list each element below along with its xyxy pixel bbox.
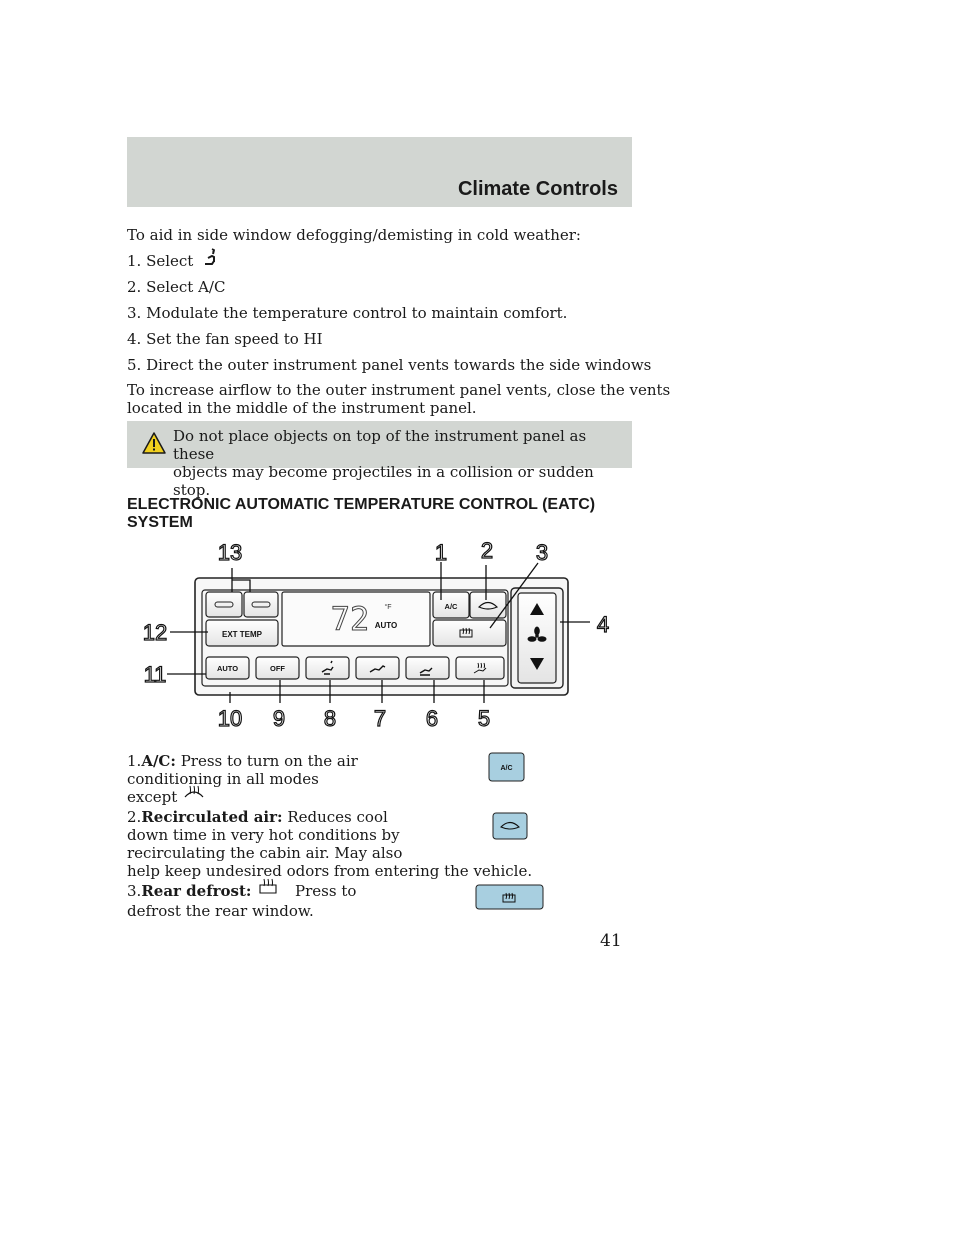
warning-line-1: Do not place objects on top of the instrument panel as these: [173, 427, 587, 463]
item-3-line2: defrost the rear window.: [127, 902, 314, 920]
step-3: 3. Modulate the temperature control to maintain comfort.: [127, 304, 568, 322]
auto-button-label: AUTO: [216, 664, 239, 673]
step-4: 4. Set the fan speed to HI: [127, 330, 323, 348]
callout-9: 9: [272, 706, 286, 731]
callout-3: 3: [535, 540, 549, 565]
page-number: 41: [600, 931, 622, 951]
ext-temp-label: EXT TEMP: [221, 630, 263, 639]
callout-4: 4: [596, 612, 610, 637]
callout-1: 1: [434, 540, 448, 565]
floor-defrost-button[interactable]: [456, 657, 504, 679]
callout-11: 11: [143, 662, 167, 687]
item-1: [127, 752, 358, 771]
off-button-label: OFF: [270, 664, 285, 673]
panel-button[interactable]: [356, 657, 399, 679]
section-heading-line-2: SYSTEM: [127, 514, 193, 531]
item-2: [127, 808, 388, 827]
ac-button-label: A/C: [444, 602, 458, 611]
item-1-term: A/C:: [141, 752, 176, 770]
step-5: 5. Direct the outer instrument panel vents towards the side windows: [127, 356, 652, 374]
item-2-line1: Reduces cool: [287, 808, 388, 826]
item-1-line1: Press to turn on the air: [180, 752, 358, 770]
item-1-line3-wrap: [127, 788, 206, 807]
display-temperature: 72: [330, 600, 370, 638]
display-unit: °F: [384, 604, 392, 611]
item-1-line3: except: [127, 788, 178, 806]
panel-floor-button[interactable]: [306, 657, 349, 679]
item-2-term: Recirculated air:: [141, 808, 283, 826]
item-1-number: 1.: [127, 752, 142, 770]
display-mode: AUTO: [374, 621, 398, 630]
item-3: [127, 882, 356, 901]
airflow-note-line1: To increase airflow to the outer instrument panel vents, close the vents: [127, 381, 671, 399]
item-2-number: 2.: [127, 808, 142, 826]
rear-defrost-inline-icon: [256, 877, 280, 895]
step-2: 2. Select A/C: [127, 278, 226, 296]
section-heading-line-1: ELECTRONIC AUTOMATIC TEMPERATURE CONTROL (EATC): [127, 496, 596, 513]
intro-text: To aid in side window defogging/demisting in cold weather:: [127, 226, 581, 244]
callout-5: 5: [477, 706, 491, 731]
callout-6: 6: [425, 706, 439, 731]
item-2-line3: recirculating the cabin air. May also: [127, 844, 403, 862]
item-3-term: Rear defrost:: [141, 882, 252, 900]
page-title: Climate Controls: [457, 178, 618, 200]
callout-12: 12: [142, 620, 168, 645]
step-1-text: 1. Select: [127, 252, 194, 270]
item-3-number: 3.: [127, 882, 142, 900]
temp-button-right[interactable]: [244, 592, 278, 617]
callout-2: 2: [480, 538, 494, 563]
defrost-icon: [182, 783, 206, 801]
item-3-line1: Press to: [295, 882, 357, 900]
callout-8: 8: [323, 706, 337, 731]
warning-line-2: objects may become projectiles in a collision or sudden stop.: [173, 463, 594, 499]
temp-button-left[interactable]: [206, 592, 242, 617]
callout-7: 7: [373, 706, 387, 731]
recirculated-air-icon: [493, 813, 527, 839]
airflow-note-line2: located in the middle of the instrument panel.: [127, 399, 477, 417]
callout-10: 10: [217, 706, 243, 731]
ac-icon-label: A/C: [500, 765, 513, 772]
item-2-line2: down time in very hot conditions by: [127, 826, 400, 844]
item-2-line4: help keep undesired odors from entering the vehicle.: [127, 862, 533, 880]
callout-13: 13: [217, 540, 243, 565]
item-1-line2: conditioning in all modes: [127, 770, 319, 788]
